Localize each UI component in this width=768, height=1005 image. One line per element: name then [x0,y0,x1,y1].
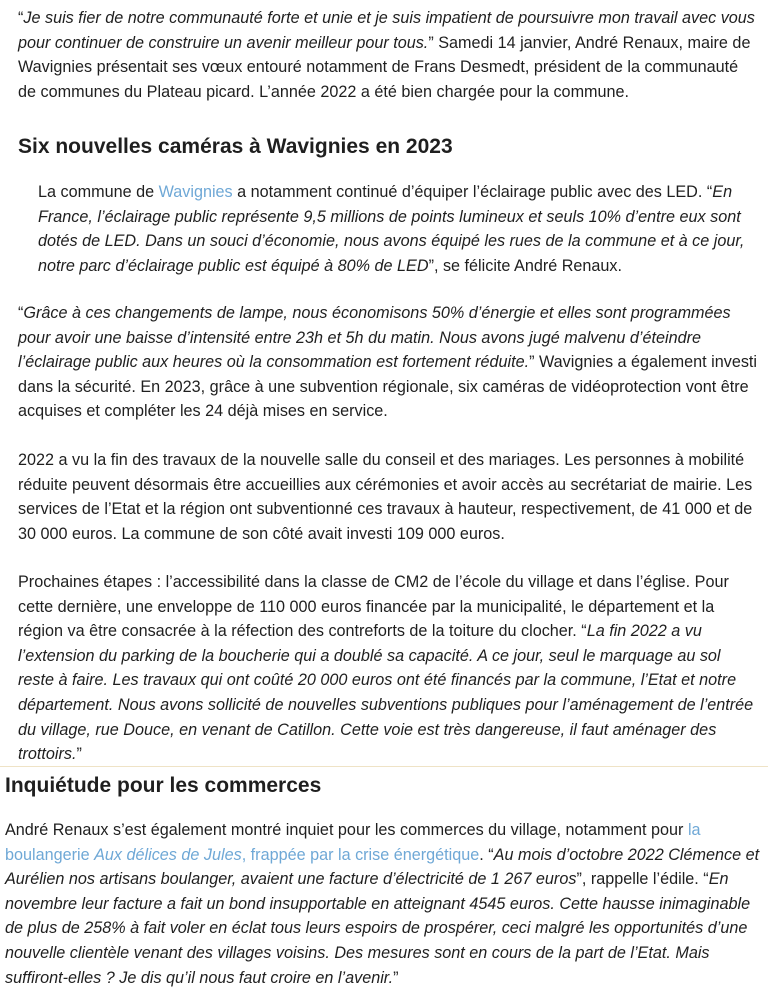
boulangerie-link-b: , frappée par la crise énergétique [241,845,480,864]
section1-paragraph-2 [18,301,760,424]
section1-paragraph-4 [18,570,760,767]
intro-quote-open: “ [18,9,24,27]
s2p1-quote2: En novembre leur facture a fait un bond insupportable en atteignant 4545 euros. Cette hausse inimaginable de plus de 258% à fait voler en éclat tous leurs espoirs de prospérer, ceci malgré les opportunités d’une nouvelle clientèle venant des villages voisins. Des mesures sont en cours de la part de l’Etat. Mais suffiront-elles ? Je dis qu’il nous faut croire en l’avenir. [5,870,751,987]
section2-heading: Inquiétude pour les commerces [5,774,322,797]
section-divider [0,766,768,767]
boulangerie-link-a: la boulangerie [5,821,701,864]
section2-paragraph-1 [5,818,760,990]
s2p1-end: ” [393,968,399,987]
s1p1-quote: En France, l’éclairage public représente 9,5 millions de points lumineux et seuls 10% d’entre eux sont dotés de LED. Dans un souci d’économie, nous avons équipé les rues de la commune et à ce jour, notre parc d’éclairage public est équipé à 80% de LED [38,183,745,275]
s1p4-quote: La fin 2022 a vu l’extension du parking de la boucherie qui a doublé sa capacité. A ce jour, seul le marquage au sol reste à faire. Les travaux qui ont coûté 20 000 euros ont été financés par la commune, l’Etat et notre département. Nous avons sollicité de nouvelles subventions publiques pour l’aménagement de l’entrée du village, rue Douce, en venant de Catillon. Cette voie est très dangereuse, il faut aménager des trottoirs. [18,622,754,764]
section2-heading-wrap [5,772,760,800]
section1-heading: Six nouvelles caméras à Wavignies en 2023 [18,135,453,158]
wavignies-link[interactable]: Wavignies [158,183,233,201]
s1p1-before: La commune de [38,183,159,201]
section1-paragraph-3 [18,448,760,546]
s1p3-text: 2022 a vu la fin des travaux de la nouvelle salle du conseil et des mariages. Les personnes à mobilité réduite peuvent désormais être accueillies aux cérémonies et avoir accès au secrétariat de mairie. Les services de l’Etat et la région ont subventionné ces travaux à hauteur, respectivement, de 41 000 et de 30 000 euros. La commune de son côté avait investi 109 000 euros. [18,451,753,543]
s2p1-before: André Renaux s’est également montré inquiet pour les commerces du village, notamment pour [5,821,688,839]
s1p2-quote-open: “ [18,304,24,322]
s1p2-end: ” Wavignies a également investi dans la sécurité. En 2023, grâce à une subvention régionale, six caméras de vidéoprotection vont être acquises et compléter les 24 déjà mises en service. [18,353,758,421]
s2p1-mid2: ”, rappelle l’édile. “ [576,870,709,889]
s2p1-mid: . “ [479,845,494,864]
s1p1-end: ”, se félicite André Renaux. [428,256,623,275]
boulangerie-link-name: Aux délices de Jules [94,845,242,864]
s1p1-after: a notamment continué d’équiper l’éclairage public avec des LED. “ [232,183,713,201]
s1p2-quote: Grâce à ces changements de lampe, nous économisons 50% d’énergie et elles sont programmées pour avoir une baisse d’intensité entre 23h et 5h du matin. Nous avons jugé malvenu d’éteindre l’éclairage public aux heures où la consommation est fortement réduite. [18,304,731,372]
intro-quote: Je suis fier de notre communauté forte et unie et je suis impatient de poursuivre mon travail avec vous pour continuer de construire un avenir meilleur pour tous. [18,9,755,52]
section1-heading-wrap [18,133,760,161]
s1p4-text: Prochaines étapes : l’accessibilité dans la classe de CM2 de l’école du village et dans l’église. Pour cette dernière, une enveloppe de 110 000 euros financée par la municipalité, le département et la région va être consacrée à la réfection des contreforts de la toiture du clocher. “ [18,573,729,641]
intro-paragraph [18,6,760,104]
s2p1-quote1: Au mois d’octobre 2022 Clémence et Aurélien nos artisans boulanger, avaient une facture d’électricité de 1 267 euros [5,845,760,889]
s1p4-end: ” [76,745,82,764]
intro-text: Samedi 14 janvier, André Renaux, maire de Wavignies présentait ses vœux entouré notamment de Frans Desmedt, président de la communauté de communes du Plateau picard. L’année 2022 a été bien chargée pour la commune. [18,33,751,101]
intro-quote-close: ” [428,33,434,52]
section1-paragraph-1 [18,180,760,278]
